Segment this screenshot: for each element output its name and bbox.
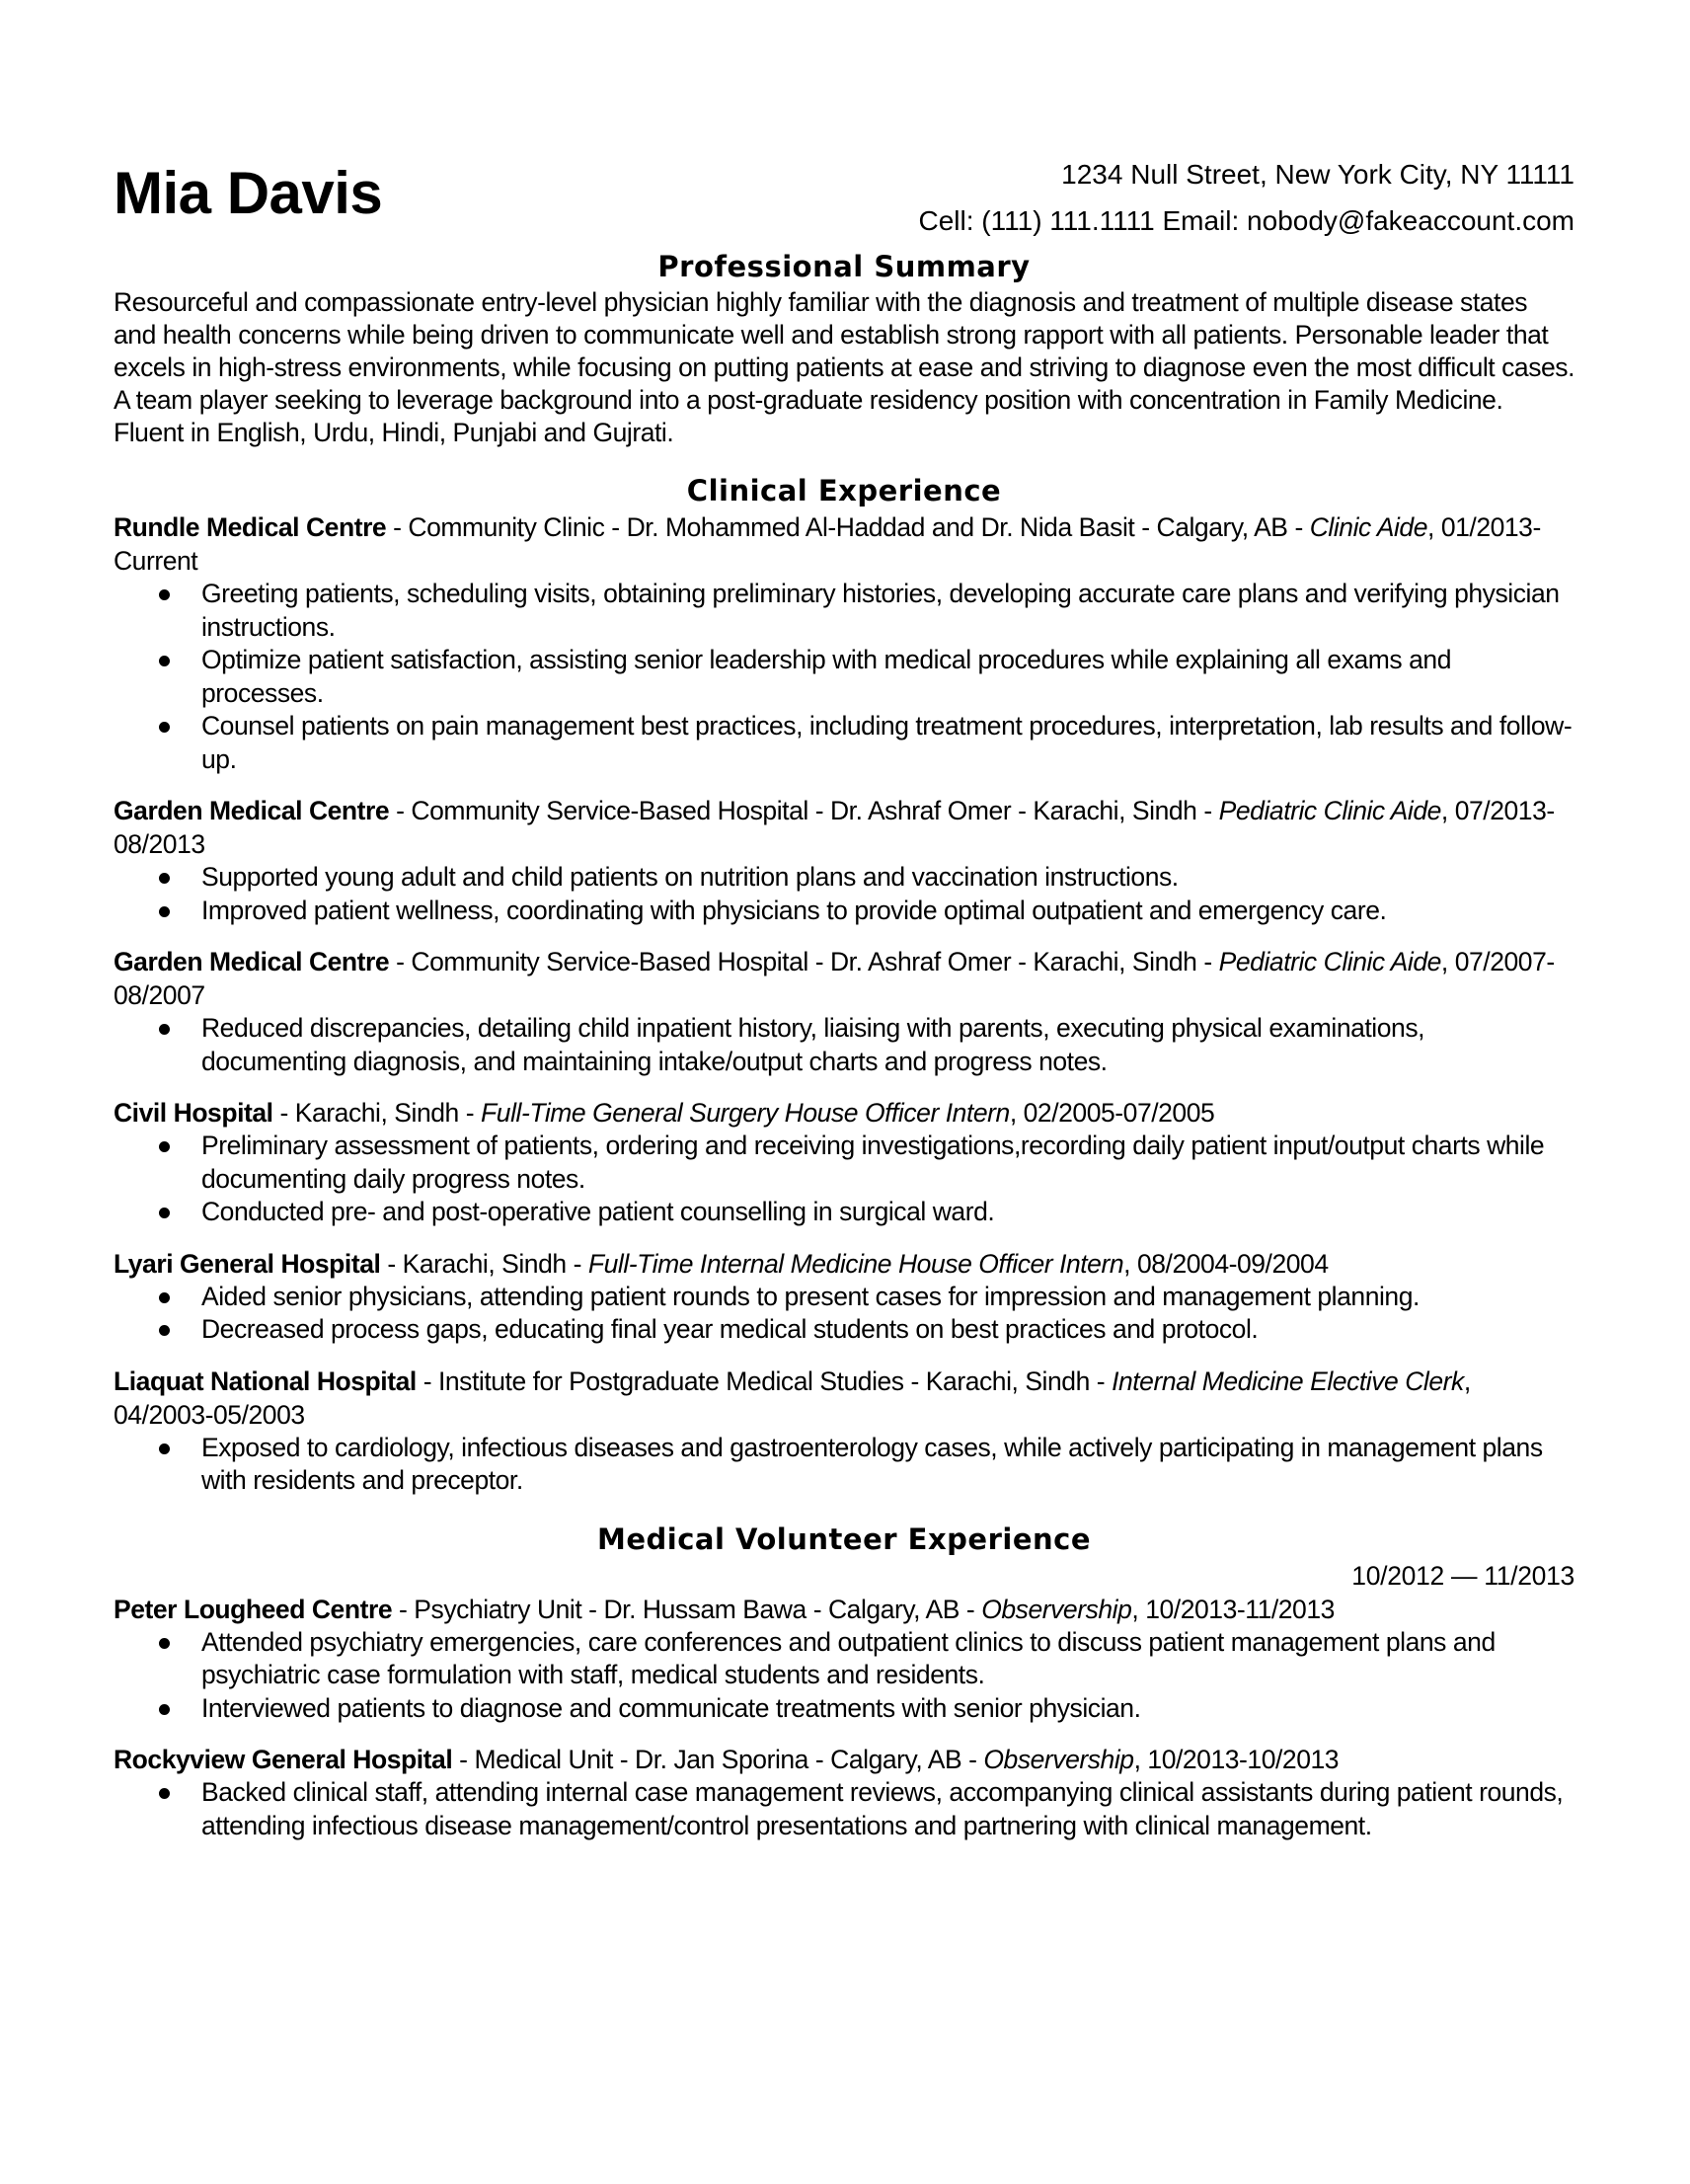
volunteer-entry [114,1743,1575,1842]
job-dates: , 01/2013-Current [114,512,1541,576]
bullet-item [201,1313,1575,1347]
bullet-text: Supported young adult and child patients on nutrition plans and vaccination instructions. [201,862,1179,892]
job-bullets [114,1281,1575,1347]
bullet-dot-icon [159,1141,170,1152]
bullet-text: Exposed to cardiology, infectious diseases and gastroenterology cases, while actively participating in management plans with residents and preceptor. [201,1432,1543,1495]
job-dates: , 07/2013-08/2013 [114,796,1555,859]
bullet-item [201,1281,1575,1314]
job-organization: Civil Hospital [114,1098,273,1128]
bullet-text: Attended psychiatry emergencies, care conferences and outpatient clinics to discuss patient management plans and psychiatric case formulation with staff, medical students and residents. [201,1626,1496,1689]
bullet-dot-icon [159,722,170,733]
job-organization: Rockyview General Hospital [114,1745,453,1774]
job-organization: Liaquat National Hospital [114,1365,417,1396]
job-bullets [114,1776,1575,1842]
volunteer-title: Medical Volunteer Experience [597,1521,1091,1556]
job-details: - Psychiatry Unit - Dr. Hussam Bawa - Calgary, AB - [392,1594,982,1624]
job-role: Observership [983,1745,1134,1774]
job-dates: , 10/2013-11/2013 [1131,1594,1335,1624]
summary-title: Professional Summary [657,250,1031,283]
job-role: Internal Medicine Elective Clerk [1112,1365,1464,1396]
job-role: Full-Time Internal Medicine House Officer Intern [587,1248,1124,1279]
job-dates: , 08/2004-09/2004 [1123,1248,1329,1279]
job-organization: Peter Lougheed Centre [114,1594,393,1624]
bullet-dot-icon [159,1292,170,1303]
summary-text: Resourceful and compassionate entry-level physician highly familiar with the diagnosis and treatment of multiple disease states and health concerns while being driven to communicate well and establish strong rapport with all patients. Personable leader that excels in high-stress environments, while focusing on putting patients at ease and striving to diagnose even the most difficult cases. A team player seeking to leverage background into a post-graduate residency position with concentration in Family Medicine. Fluent in English, Urdu, Hindi, Punjabi and Gujrati. [114,287,1575,447]
job-organization: Garden Medical Centre [114,796,390,825]
job-bullets [114,861,1575,927]
job-details: - Community Clinic - Dr. Mohammed Al-Haddad and Dr. Nida Basit - Calgary, AB - [386,512,1310,542]
job-heading [114,1247,1575,1281]
job-details: - Karachi, Sindh - [380,1248,588,1279]
job-entry [114,1096,1575,1229]
job-bullets [114,1130,1575,1229]
bullet-item [201,1692,1575,1726]
job-entry [114,510,1575,776]
bullet-text: Counsel patients on pain management best practices, including treatment procedures, interpretation, lab results and follow-up. [201,711,1573,774]
job-heading [114,1593,1575,1626]
bullet-dot-icon [159,906,170,917]
bullet-dot-icon [159,1788,170,1799]
bullet-text: Preliminary assessment of patients, ordering and receiving investigations,recording daily patient input/output charts while documenting daily progress notes. [201,1131,1545,1194]
job-role: Full-Time General Surgery House Officer Intern [481,1098,1010,1128]
job-entry [114,794,1575,927]
candidate-name: Mia Davis [114,160,383,226]
job-heading [114,1365,1575,1432]
bullet-dot-icon [159,1024,170,1035]
address-line: 1234 Null Street, New York City, NY 11111 [1061,159,1575,190]
job-organization: Garden Medical Centre [114,947,390,976]
job-heading [114,794,1575,861]
bullet-text: Greeting patients, scheduling visits, obtaining preliminary histories, developing accurate care plans and verifying physician instructions. [201,579,1560,642]
job-entry [114,945,1575,1078]
bullet-text: Decreased process gaps, educating final year medical students on best practices and protocol. [201,1314,1259,1344]
bullet-dot-icon [159,1704,170,1715]
contact-block [919,151,1575,244]
job-dates: , 10/2013-10/2013 [1133,1745,1340,1774]
bullet-text: Improved patient wellness, coordinating with physicians to provide optimal outpatient and emergency care. [201,895,1387,925]
bullet-dot-icon [159,656,170,666]
job-organization: Rundle Medical Centre [114,512,387,542]
job-role: Observership [981,1594,1132,1624]
job-organization: Lyari General Hospital [114,1248,381,1279]
job-role: Clinic Aide [1309,512,1427,542]
job-details: - Community Service-Based Hospital - Dr. Ashraf Omer - Karachi, Sindh - [389,947,1219,976]
bullet-item [201,1130,1575,1196]
job-details: - Institute for Postgraduate Medical Studies - Karachi, Sindh - [416,1365,1113,1396]
job-role: Pediatric Clinic Aide [1218,796,1441,825]
job-dates: , 02/2005-07/2005 [1009,1098,1215,1128]
bullet-item [201,1196,1575,1229]
bullet-dot-icon [159,1443,170,1454]
bullet-item [201,578,1575,644]
bullet-item [201,1012,1575,1078]
bullet-text: Aided senior physicians, attending patient rounds to present cases for impression and management planning. [201,1281,1420,1311]
job-heading [114,510,1575,578]
clinical-title: Clinical Experience [686,474,1002,507]
bullet-dot-icon [159,1325,170,1336]
resume-header [114,138,1575,247]
bullet-dot-icon [159,1638,170,1649]
bullet-text: Reduced discrepancies, detailing child inpatient history, liaising with parents, executing physical examinations, documenting diagnosis, and maintaining intake/output charts and progress notes. [201,1013,1425,1076]
job-bullets [114,1432,1575,1498]
job-details: - Karachi, Sindh - [272,1098,482,1128]
job-details: - Medical Unit - Dr. Jan Sporina - Calgary, AB - [452,1745,984,1774]
job-dates: , 04/2003-05/2003 [114,1365,1471,1430]
bullet-dot-icon [159,873,170,884]
bullet-item [201,1432,1575,1498]
bullet-item [201,644,1575,710]
resume-page [114,138,1575,1842]
bullet-item [201,710,1575,776]
job-entry [114,1365,1575,1498]
bullet-dot-icon [159,1208,170,1218]
job-role: Pediatric Clinic Aide [1218,947,1441,976]
job-entry [114,1247,1575,1347]
job-bullets [114,578,1575,776]
job-heading [114,945,1575,1012]
bullet-item [201,1626,1575,1692]
job-bullets [114,1012,1575,1078]
job-dates: , 07/2007-08/2007 [114,947,1555,1010]
bullet-item [201,1776,1575,1842]
job-bullets [114,1626,1575,1726]
bullet-item [201,895,1575,928]
bullet-text: Conducted pre- and post-operative patient counselling in surgical ward. [201,1197,995,1226]
bullet-text: Optimize patient satisfaction, assisting senior leadership with medical procedures while explaining all exams and processes. [201,645,1451,708]
bullet-text: Interviewed patients to diagnose and communicate treatments with senior physician. [201,1692,1141,1723]
contact-line: Cell: (111) 111.1111 Email: nobody@fakeaccount.com [918,205,1575,236]
job-heading [114,1096,1575,1130]
volunteer-date-range: 10/2012 — 11/2013 [1351,1560,1575,1591]
volunteer-entry [114,1593,1575,1726]
bullet-text: Backed clinical staff, attending internal case management reviews, accompanying clinical assistants during patient rounds, attending infectious disease management/control presentations and partnering with clinical management. [201,1777,1564,1840]
bullet-dot-icon [159,589,170,600]
job-heading [114,1743,1575,1776]
job-details: - Community Service-Based Hospital - Dr. Ashraf Omer - Karachi, Sindh - [389,796,1219,825]
bullet-item [201,861,1575,895]
